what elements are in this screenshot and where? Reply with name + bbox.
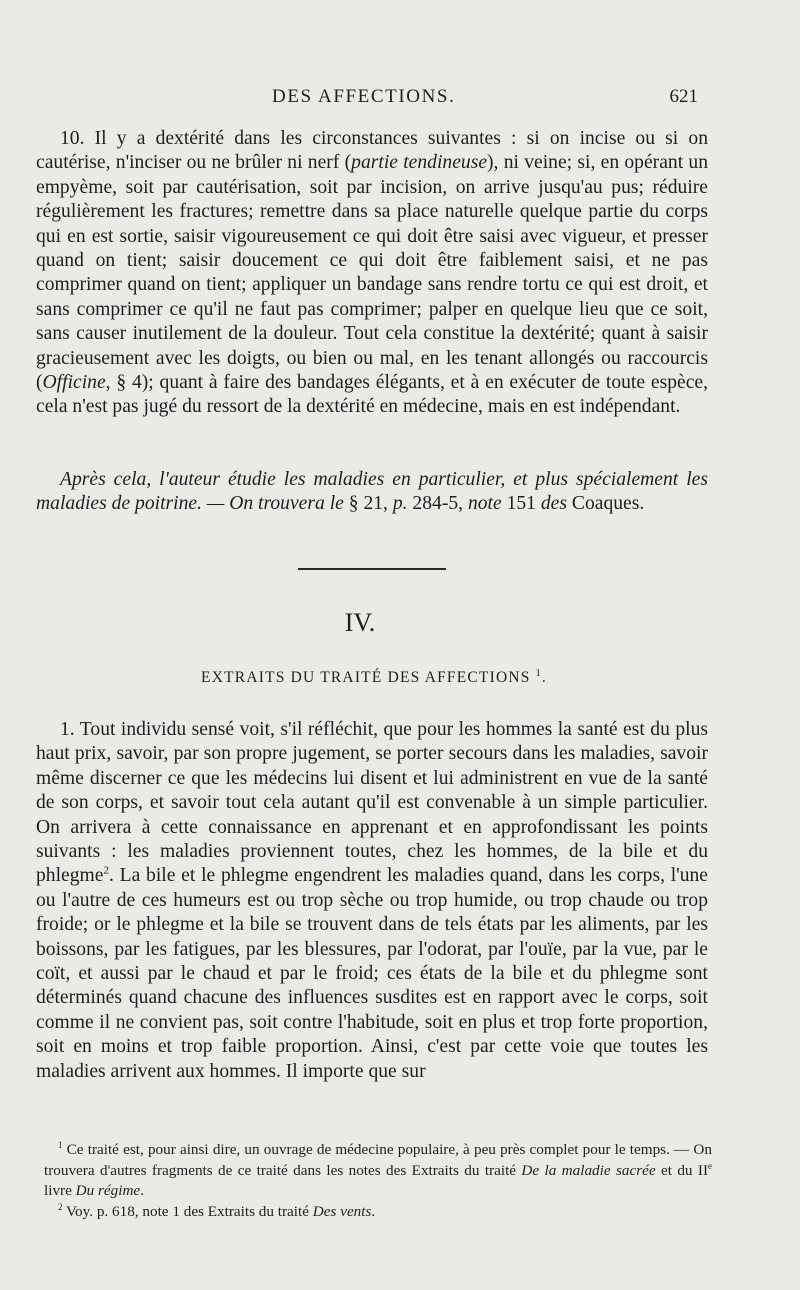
running-title: DES AFFECTIONS. [272, 86, 456, 107]
footnote-mark-1: 1 [535, 668, 542, 679]
footnote-1-text-3: livre [44, 1182, 76, 1200]
footnote-1-italic-1: De la maladie sacrée [521, 1161, 656, 1179]
editor-note-text-1: § 21, [343, 493, 393, 515]
footnote-mark-2: 2 [103, 864, 109, 877]
footnote-1 [44, 1140, 712, 1202]
footnote-1-text-4: . [140, 1182, 144, 1200]
editor-note-italic-3: note [467, 493, 502, 515]
paragraph-10-italic-2: Officine [42, 372, 106, 394]
section-title [0, 668, 748, 687]
section-number: IV. [344, 608, 376, 637]
editor-note-italic-2: p. [392, 493, 408, 515]
page-number: 621 [669, 86, 698, 107]
paragraph-1-text-2: . La bile et le phlegme engendrent les maladies quand, dans les corps, l'une ou l'autre de ces humeurs est ou trop sèche ou trop humide, ou trop chaude ou trop froide; or le phlegme et la bile se trouvent dans de tels états par les aliments, par les boissons, par les fatigues, par les blessures, par l'odorat, par l'ouïe, par la vue, par le coït, et aussi par le chaud et par le froid; ces états de la bile et du phlegme sont déterminés quand chacune des influences susdites est en rapport avec le corps, soit comme il ne convient pas, soit contre l'habitude, soit en plus et trop forte proportion, soit en moins et trop faible proportion. Ainsi, c'est par cette voie que toutes les maladies arrivent aux hommes. Il importe que sur [36, 865, 708, 1082]
section-title-end: . [541, 669, 547, 687]
paragraph-10-text-3: , § 4); quant à faire des bandages élégants, et à en exécuter de toute espèce, cela n'est pas jugé du ressort de la dextérité en médecine, mais en est indépendant. [36, 372, 708, 418]
editor-note [36, 468, 708, 517]
section-title-text: EXTRAITS DU TRAITÉ DES AFFECTIONS [201, 669, 531, 687]
editor-note-italic: Après cela, l'auteur étudie les maladies en particulier, et plus spécialement les maladies de poitrine. — On trouvera le [36, 469, 708, 515]
footnote-2 [44, 1202, 712, 1223]
editor-note-text-4: Coaques. [567, 493, 645, 515]
page-header [44, 86, 704, 112]
footnote-2-text: Voy. p. 618, note 1 des Extraits du traité [62, 1202, 313, 1220]
footnote-1-mark: 1 [58, 1139, 63, 1150]
paragraph-10-text-2: ), ni veine; si, en opérant un empyème, soit par cautérisation, soit par incision, on arrive jusqu'au pus; réduire régulièrement les fractures; remettre dans sa place naturelle quelque partie du corps qui en est sortie, saisir vigoureusement ce qui doit être saisi avec vigueur, et presser quand on tient; saisir doucement ce qui doit être faiblement saisi, et ne pas comprimer quand on tient; appliquer un bandage sans rendre tortu ce qui est droit, et sans comprimer ce qu'il ne faut pas comprimer; palper en quelque lieu que ce soit, sans causer inutilement de la douleur. Tout cela constitue la dextérité; quant à saisir gracieusement avec les doigts, ou bien ou mal, en les tenant allongés ou raccourcis ( [36, 152, 708, 394]
editor-note-italic-4: des [540, 493, 567, 515]
footnote-2-italic: Des vents [312, 1202, 372, 1220]
section-divider [298, 568, 446, 570]
paragraph-1 [36, 718, 708, 1084]
footnote-1-text: Ce traité est, pour ainsi dire, un ouvrage de médecine populaire, à peu près complet pour le temps. — On trouvera d'autres fragments de ce traité dans les notes des Extraits du traité [44, 1141, 712, 1179]
editor-note-text-3: 151 [501, 493, 541, 515]
paragraph-1-text-1: 1. Tout individu sensé voit, s'il réfléchit, que pour les hommes la santé est du plus haut prix, savoir, par son propre jugement, se porter secours dans les maladies, savoir même discerner ce que les médecins lui disent et lui administrent en vue de la santé de son corps, et savoir tout cela autant qu'il est convenable à un simple particulier. On arrivera à cette connaissance en apprenant et en approfondissant les points suivants : les maladies proviennent toutes, chez les hommes, de la bile et du phlegme [36, 719, 708, 887]
footnote-1-text-2: et du II [655, 1161, 709, 1179]
footnote-2-end: . [371, 1202, 376, 1220]
footnote-1-italic-2: Du régime [75, 1182, 141, 1200]
editor-note-text-2: 284-5, [407, 493, 468, 515]
paragraph-10-italic-1: partie tendineuse [351, 152, 488, 174]
footnote-1-sup: e [708, 1160, 713, 1171]
footnotes [44, 1140, 712, 1222]
footnote-2-mark: 2 [58, 1201, 63, 1212]
paragraph-10 [36, 127, 708, 420]
paragraph-10-text-1: 10. Il y a dextérité dans les circonstances suivantes : si on incise ou si on cautérise, n'inciser ou ne brûler ni nerf ( [36, 128, 708, 174]
